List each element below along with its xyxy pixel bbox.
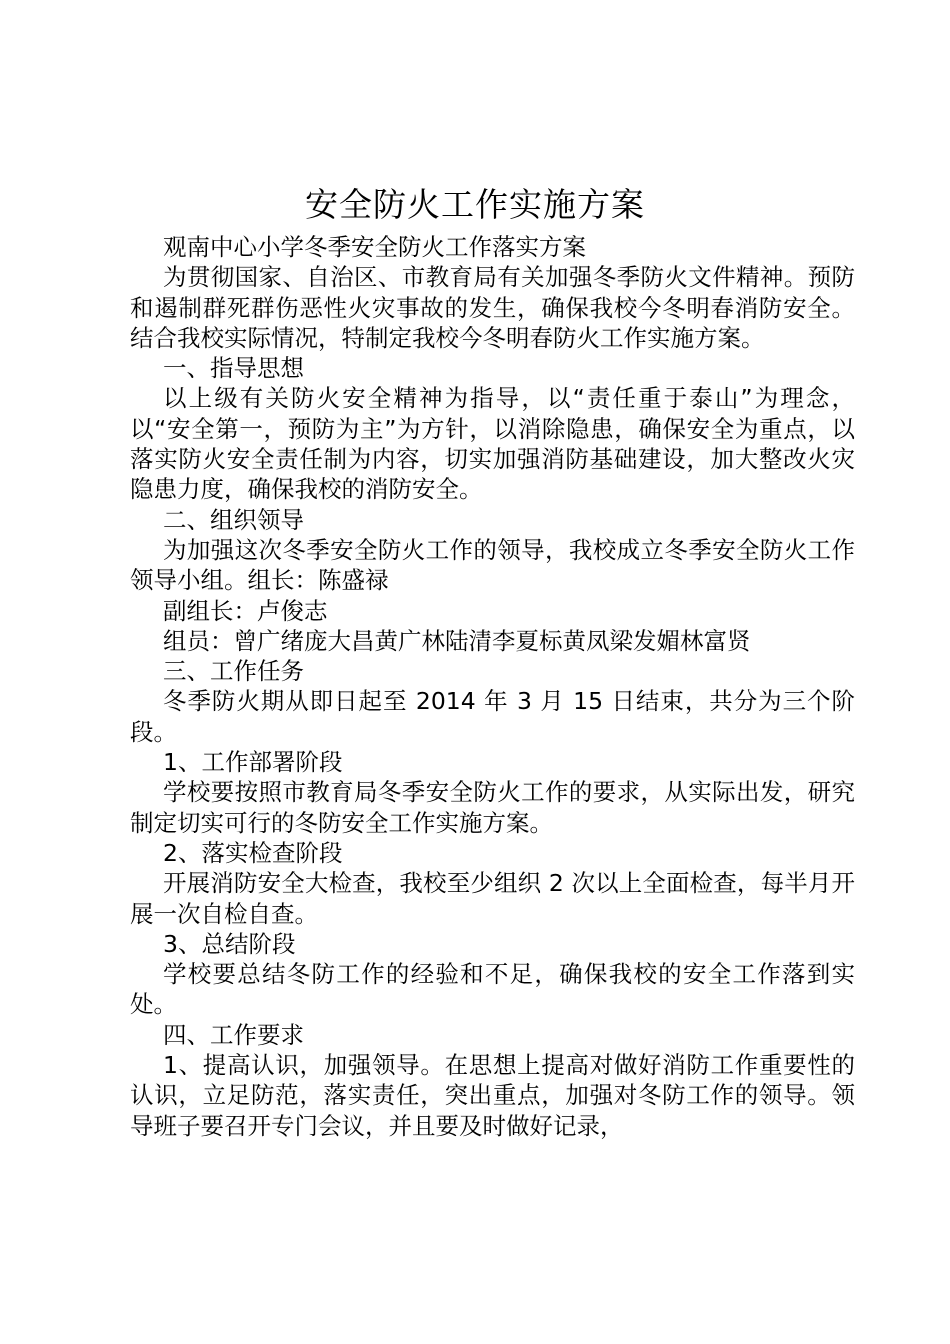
section-heading-organization: 二、组织领导 (163, 505, 304, 534)
section-heading-requirements: 四、工作要求 (163, 1020, 304, 1049)
stage-heading-summary: 3、总结阶段 (163, 929, 296, 958)
requirements-paragraph: 1、提高认识，加强领导。在思想上提高对做好消防工作重要性的认识，立足防范，落实责任，突出重点，加强对冬防工作的领导。领导班子要召开专门会议，并且要及时做好记录， (130, 1051, 855, 1140)
document-body (130, 232, 855, 1141)
subtitle-paragraph: 观南中心小学冬季安全防火工作落实方案 (163, 233, 586, 261)
stage-heading-deployment: 1、工作部署阶段 (163, 748, 343, 777)
intro-paragraph: 为贯彻国家、自治区、市教育局有关加强冬季防火文件精神。预防和遏制群死群伤恶性火灾事故的发生，确保我校今冬明春消防安全。结合我校实际情况，特制定我校今冬明春防火工作实施方案。 (130, 263, 855, 352)
deployment-paragraph: 学校要按照市教育局冬季安全防火工作的要求，从实际出发，研究制定切实可行的冬防安全工作实施方案。 (130, 778, 855, 837)
deputy-leader-line: 副组长：卢俊志 (163, 596, 328, 625)
guiding-ideology-paragraph: 以上级有关防火安全精神为指导，以“责任重于泰山”为理念，以“安全第一，预防为主”为方针，以消除隐患，确保安全为重点，以落实防火安全责任制为内容，切实加强消防基础建设，加大整改火灾隐患力度，确保我校的消防安全。 (130, 384, 855, 504)
summary-paragraph: 学校要总结冬防工作的经验和不足，确保我校的安全工作落到实处。 (130, 960, 855, 1019)
document-title: 安全防火工作实施方案 (305, 185, 645, 224)
section-heading-guiding-ideology: 一、指导思想 (163, 354, 304, 383)
stage-heading-inspection: 2、落实检查阶段 (163, 838, 343, 867)
members-line: 组员：曾广绪庞大昌黄广林陆清李夏标黄凤梁发媚林富贤 (163, 626, 751, 655)
inspection-paragraph: 开展消防安全大检查，我校至少组织 2 次以上全面检查，每半月开展一次自检自查。 (130, 869, 855, 928)
tasks-paragraph: 冬季防火期从即日起至 2014 年 3 月 15 日结束，共分为三个阶段。 (130, 687, 855, 746)
section-heading-tasks: 三、工作任务 (163, 657, 304, 686)
organization-paragraph: 为加强这次冬季安全防火工作的领导，我校成立冬季安全防火工作领导小组。组长：陈盛禄 (130, 535, 855, 595)
